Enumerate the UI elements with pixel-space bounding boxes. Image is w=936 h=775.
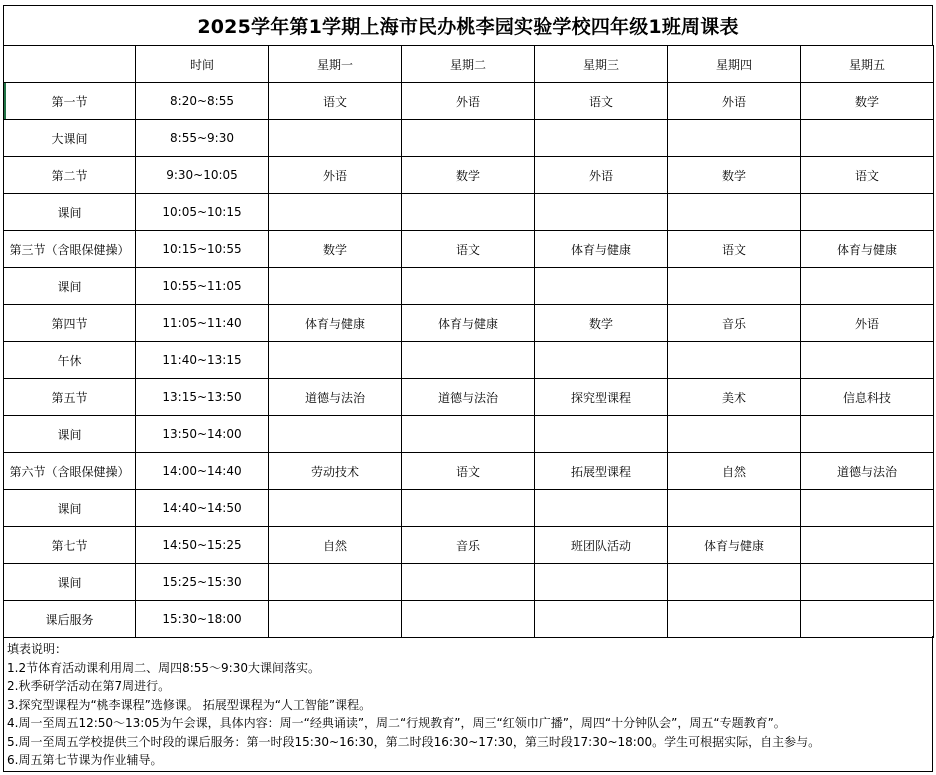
subject-cell[interactable] [402, 490, 535, 527]
subject-cell[interactable]: 外语 [801, 305, 934, 342]
table-row [4, 453, 934, 490]
subject-cell[interactable] [269, 601, 402, 638]
period-cell[interactable]: 第六节（含眼保健操） [4, 453, 136, 490]
table-row [4, 527, 934, 564]
table-row [4, 83, 934, 120]
subject-cell[interactable] [535, 120, 668, 157]
time-cell[interactable]: 15:30~18:00 [136, 601, 269, 638]
subject-cell[interactable]: 体育与健康 [402, 305, 535, 342]
period-cell[interactable]: 课间 [4, 194, 136, 231]
time-cell[interactable]: 15:25~15:30 [136, 564, 269, 601]
subject-cell[interactable] [269, 194, 402, 231]
header-cell[interactable] [4, 46, 136, 83]
time-cell[interactable]: 14:40~14:50 [136, 490, 269, 527]
time-cell[interactable]: 8:55~9:30 [136, 120, 269, 157]
period-cell[interactable]: 第三节（含眼保健操） [4, 231, 136, 268]
time-cell[interactable]: 8:20~8:55 [136, 83, 269, 120]
subject-cell[interactable] [801, 564, 934, 601]
header-cell[interactable]: 星期二 [402, 46, 535, 83]
subject-cell[interactable]: 数学 [269, 231, 402, 268]
time-cell[interactable]: 13:15~13:50 [136, 379, 269, 416]
table-row [4, 564, 934, 601]
subject-cell[interactable]: 语文 [801, 157, 934, 194]
subject-cell[interactable] [402, 564, 535, 601]
subject-cell[interactable] [535, 194, 668, 231]
table-row [4, 120, 934, 157]
header-row [4, 46, 934, 83]
table-row [4, 490, 934, 527]
note-line: 6.周五第七节课为作业辅导。 [7, 753, 163, 767]
subject-cell[interactable] [402, 342, 535, 379]
subject-cell[interactable] [668, 342, 801, 379]
note-line: 填表说明： [7, 642, 68, 656]
subject-cell[interactable] [535, 490, 668, 527]
period-cell[interactable]: 第七节 [4, 527, 136, 564]
subject-cell[interactable]: 外语 [535, 157, 668, 194]
note-line: 4.周一至周五12:50～13:05为午会课，具体内容：周一“经典诵读”，周二“行规教育”，周三“红领巾广播”，周四“十分钟队会”，周五“专题教育”。 [7, 716, 786, 730]
subject-cell[interactable] [801, 416, 934, 453]
subject-cell[interactable]: 信息科技 [801, 379, 934, 416]
subject-cell[interactable] [269, 490, 402, 527]
subject-cell[interactable] [269, 342, 402, 379]
header-cell[interactable]: 星期四 [668, 46, 801, 83]
table-row [4, 305, 934, 342]
table-row [4, 342, 934, 379]
table-row [4, 157, 934, 194]
subject-cell[interactable] [535, 416, 668, 453]
subject-cell[interactable] [535, 564, 668, 601]
table-row [4, 416, 934, 453]
subject-cell[interactable]: 劳动技术 [269, 453, 402, 490]
subject-cell[interactable]: 语文 [269, 83, 402, 120]
time-cell[interactable]: 11:40~13:15 [136, 342, 269, 379]
subject-cell[interactable]: 语文 [402, 231, 535, 268]
time-cell[interactable]: 11:05~11:40 [136, 305, 269, 342]
subject-cell[interactable]: 拓展型课程 [535, 453, 668, 490]
subject-cell[interactable] [801, 527, 934, 564]
period-cell[interactable]: 第二节 [4, 157, 136, 194]
subject-cell[interactable] [402, 601, 535, 638]
subject-cell[interactable] [668, 268, 801, 305]
note-line: 5.周一至周五学校提供三个时段的课后服务：第一时段15:30~16:30，第二时段16:30~17:30，第三时段17:30~18:00。学生可根据实际，自主参与。 [7, 734, 821, 749]
subject-cell[interactable]: 音乐 [668, 305, 801, 342]
subject-cell[interactable] [801, 490, 934, 527]
period-cell[interactable]: 大课间 [4, 120, 136, 157]
header-cell[interactable]: 星期三 [535, 46, 668, 83]
subject-cell[interactable] [801, 601, 934, 638]
time-cell[interactable]: 14:50~15:25 [136, 527, 269, 564]
subject-cell[interactable]: 道德与法治 [801, 453, 934, 490]
time-cell[interactable]: 10:15~10:55 [136, 231, 269, 268]
subject-cell[interactable] [668, 564, 801, 601]
subject-cell[interactable] [668, 601, 801, 638]
subject-cell[interactable]: 语文 [668, 231, 801, 268]
subject-cell[interactable] [535, 268, 668, 305]
subject-cell[interactable] [801, 268, 934, 305]
note-line: 1.2节体育活动课利用周二、周四8:55～9:30大课间落实。 [7, 660, 320, 675]
subject-cell[interactable] [535, 342, 668, 379]
time-cell[interactable]: 14:00~14:40 [136, 453, 269, 490]
subject-cell[interactable] [269, 268, 402, 305]
time-cell[interactable]: 13:50~14:00 [136, 416, 269, 453]
period-cell[interactable]: 第一节 [4, 83, 136, 120]
subject-cell[interactable] [668, 416, 801, 453]
subject-cell[interactable]: 语文 [402, 453, 535, 490]
period-cell[interactable]: 课后服务 [4, 601, 136, 638]
subject-cell[interactable]: 道德与法治 [269, 379, 402, 416]
subject-cell[interactable]: 数学 [668, 157, 801, 194]
note-line: 3.探究型课程为“桃李课程”选修课。 拓展型课程为“人工智能”课程。 [7, 697, 372, 712]
subject-cell[interactable] [402, 416, 535, 453]
notes[interactable] [3, 636, 933, 772]
subject-cell[interactable]: 体育与健康 [668, 527, 801, 564]
subject-cell[interactable]: 体育与健康 [269, 305, 402, 342]
subject-cell[interactable] [269, 120, 402, 157]
subject-cell[interactable] [801, 342, 934, 379]
subject-cell[interactable]: 音乐 [402, 527, 535, 564]
period-cell[interactable]: 课间 [4, 490, 136, 527]
subject-cell[interactable]: 道德与法治 [402, 379, 535, 416]
subject-cell[interactable]: 自然 [269, 527, 402, 564]
subject-cell[interactable]: 美术 [668, 379, 801, 416]
subject-cell[interactable] [402, 120, 535, 157]
table-row [4, 194, 934, 231]
period-cell[interactable]: 课间 [4, 564, 136, 601]
period-cell[interactable]: 第五节 [4, 379, 136, 416]
period-cell[interactable]: 课间 [4, 416, 136, 453]
period-cell[interactable]: 午休 [4, 342, 136, 379]
subject-cell[interactable]: 体育与健康 [801, 231, 934, 268]
page-title[interactable]: 2025学年第1学期上海市民办桃李园实验学校四年级1班周课表 [3, 5, 933, 45]
subject-cell[interactable] [402, 268, 535, 305]
header-cell[interactable]: 时间 [136, 46, 269, 83]
time-cell[interactable]: 10:05~10:15 [136, 194, 269, 231]
time-cell[interactable]: 9:30~10:05 [136, 157, 269, 194]
subject-cell[interactable]: 外语 [269, 157, 402, 194]
period-cell[interactable]: 课间 [4, 268, 136, 305]
subject-cell[interactable]: 班团队活动 [535, 527, 668, 564]
timetable [3, 45, 934, 638]
subject-cell[interactable] [668, 490, 801, 527]
subject-cell[interactable]: 体育与健康 [535, 231, 668, 268]
table-row [4, 379, 934, 416]
period-cell[interactable]: 第四节 [4, 305, 136, 342]
subject-cell[interactable]: 数学 [402, 157, 535, 194]
subject-cell[interactable] [668, 194, 801, 231]
subject-cell[interactable]: 语文 [535, 83, 668, 120]
table-row [4, 231, 934, 268]
subject-cell[interactable]: 外语 [402, 83, 535, 120]
header-cell[interactable]: 星期一 [269, 46, 402, 83]
subject-cell[interactable] [269, 416, 402, 453]
note-line: 2.秋季研学活动在第7周进行。 [7, 679, 171, 693]
subject-cell[interactable] [668, 120, 801, 157]
time-cell[interactable]: 10:55~11:05 [136, 268, 269, 305]
subject-cell[interactable]: 数学 [535, 305, 668, 342]
subject-cell[interactable] [402, 194, 535, 231]
subject-cell[interactable]: 外语 [668, 83, 801, 120]
subject-cell[interactable] [801, 194, 934, 231]
subject-cell[interactable]: 自然 [668, 453, 801, 490]
subject-cell[interactable] [269, 564, 402, 601]
subject-cell[interactable] [801, 120, 934, 157]
table-row [4, 601, 934, 638]
subject-cell[interactable]: 探究型课程 [535, 379, 668, 416]
subject-cell[interactable]: 数学 [801, 83, 934, 120]
subject-cell[interactable] [535, 601, 668, 638]
header-cell[interactable]: 星期五 [801, 46, 934, 83]
table-row [4, 268, 934, 305]
